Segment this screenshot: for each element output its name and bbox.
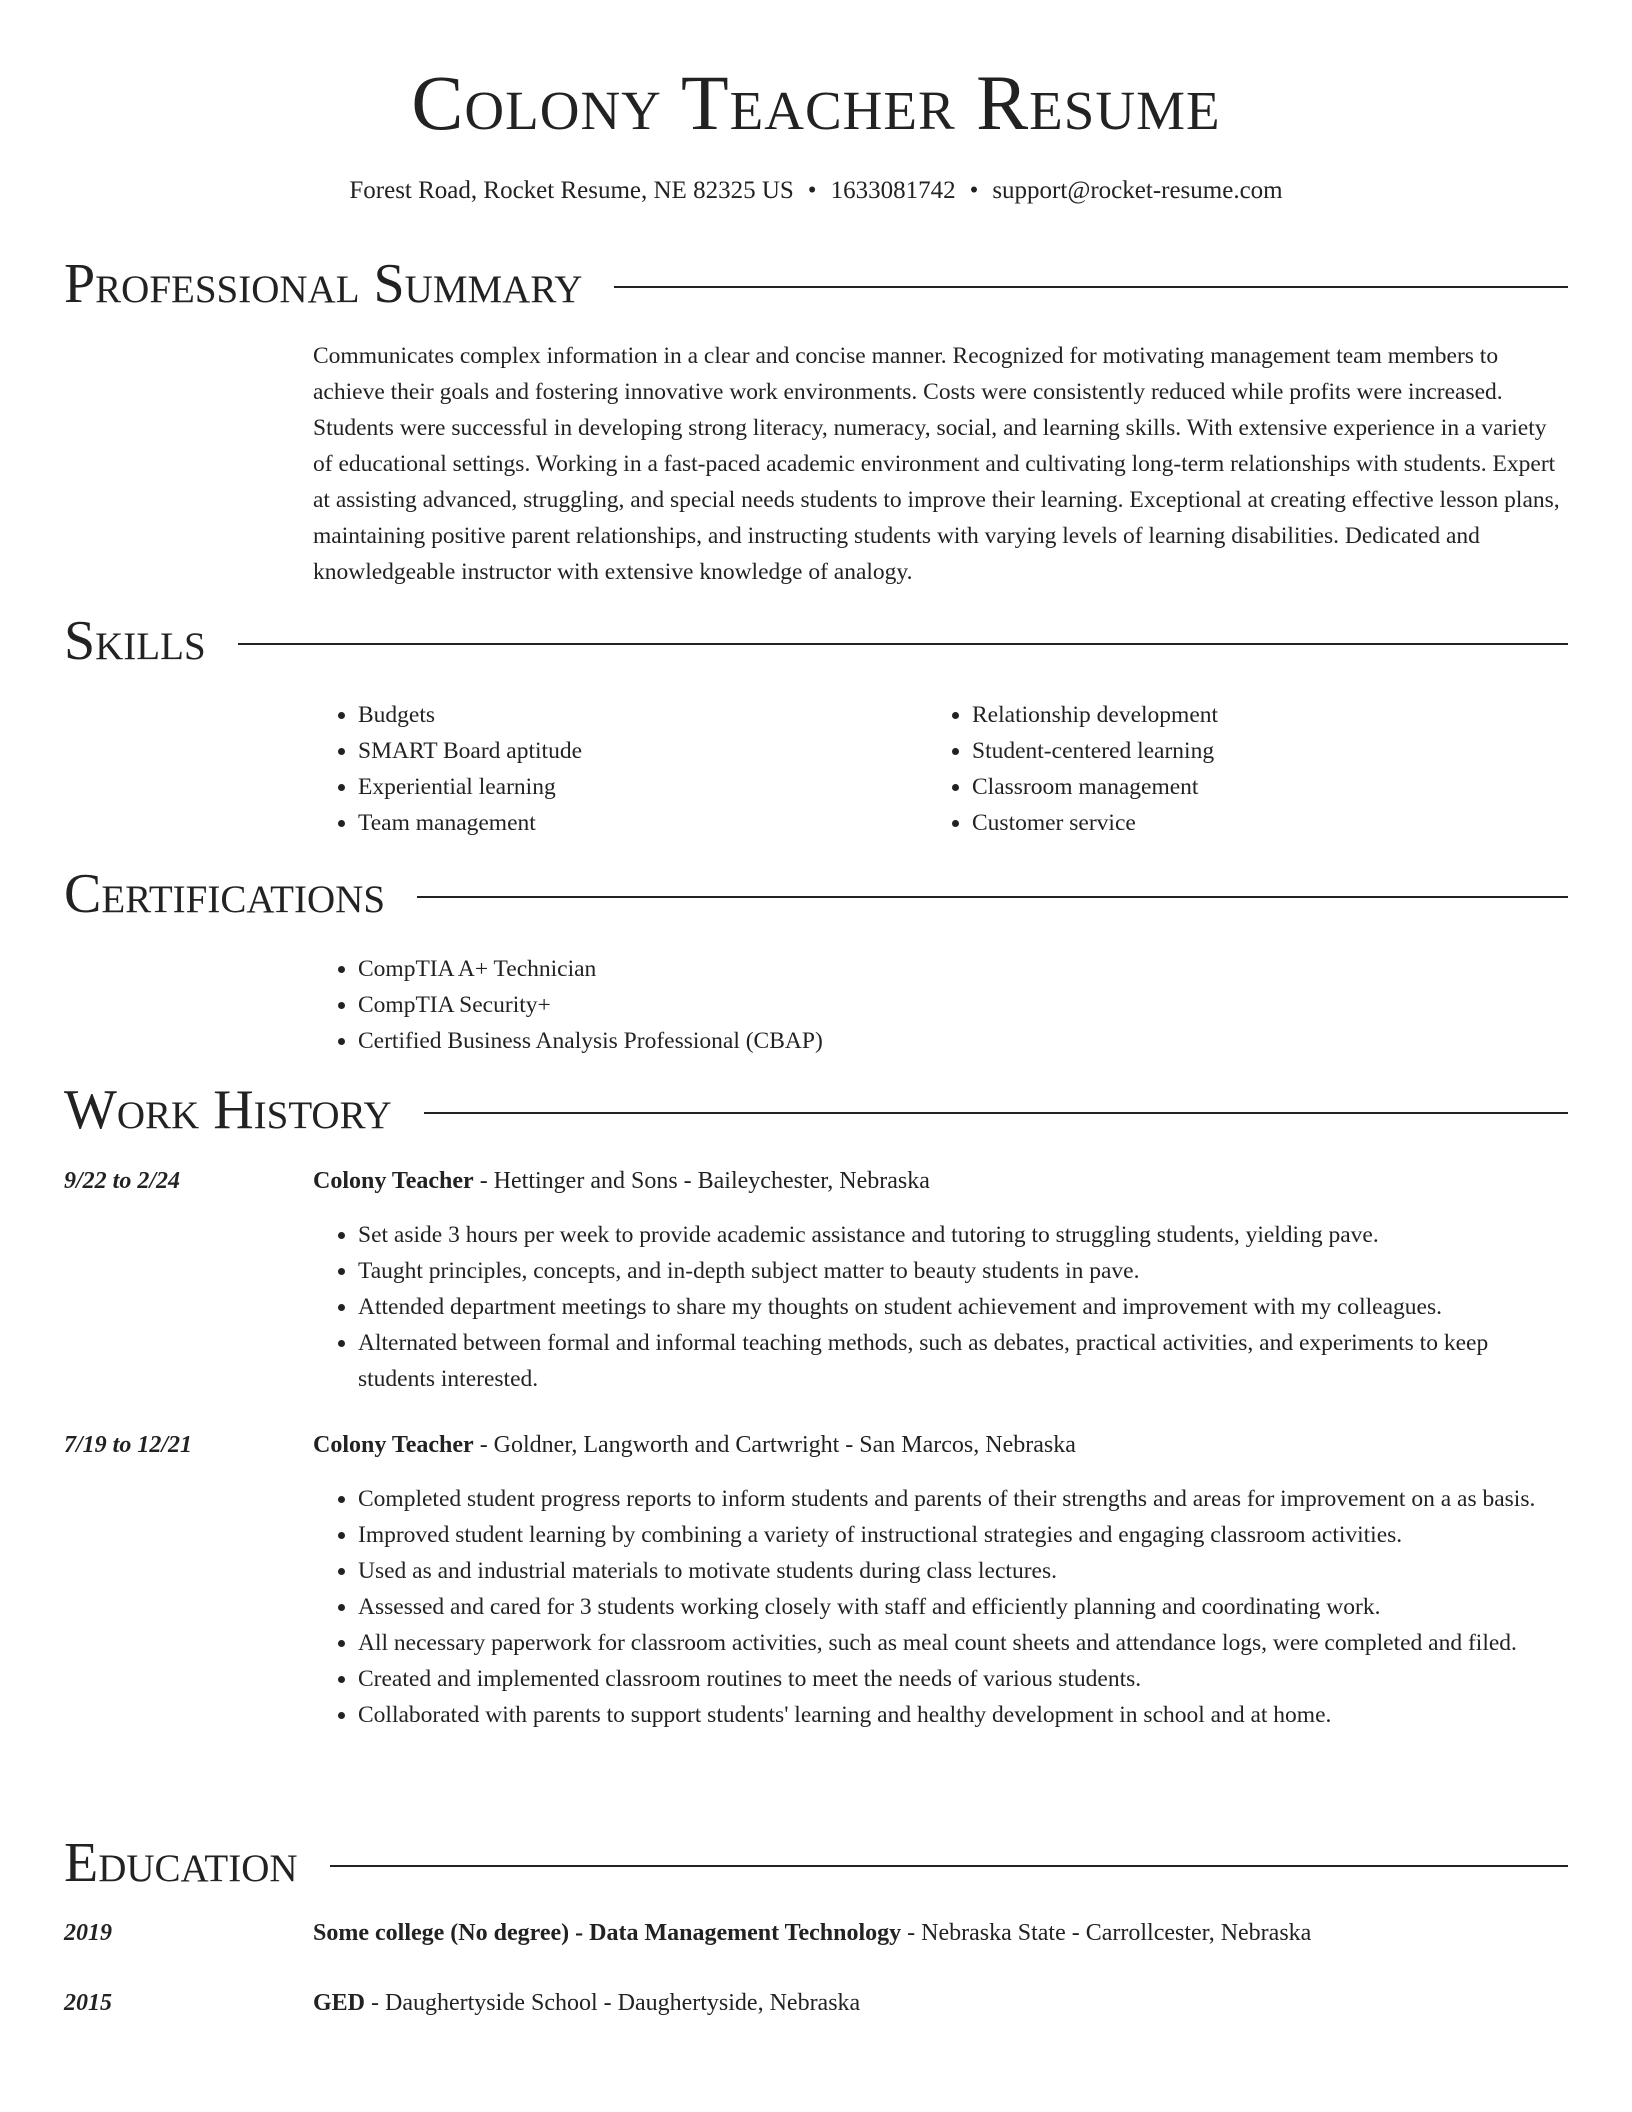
contact-separator: • bbox=[807, 177, 817, 204]
contact-phone: 1633081742 bbox=[830, 177, 956, 204]
contact-line bbox=[0, 174, 1632, 208]
skills-heading: Skills bbox=[64, 610, 206, 672]
skills-column-right bbox=[927, 697, 1541, 841]
job-bullet: • Alternated between formal and informal teaching methods, such as debates, practical activities, and experiments to keep students interested. bbox=[358, 1325, 1568, 1397]
job-employer: - Goldner, Langworth and Cartwright - San Marcos, Nebraska bbox=[473, 1432, 1076, 1458]
work-section-header bbox=[64, 1080, 1568, 1140]
job-dates: 7/19 to 12/21 bbox=[64, 1432, 193, 1458]
education-entry bbox=[313, 1985, 1568, 2021]
job-bullet: • Taught principles, concepts, and in-depth subject matter to beauty students in pave. bbox=[358, 1253, 1568, 1289]
contact-address: Forest Road, Rocket Resume, NE 82325 US bbox=[349, 177, 794, 204]
contact-separator: • bbox=[969, 177, 979, 204]
skill-item: • SMART Board aptitude bbox=[358, 733, 927, 769]
skill-item: • Classroom management bbox=[972, 769, 1541, 805]
summary-text: Communicates complex information in a clear and concise manner. Recognized for motivating management team members to achieve their goals and fostering innovative work environments. Costs were consistently reduced while profits were increased. Students were successful in developing strong literacy, numeracy, social, and learning skills. With extensive experience in a variety of educational settings. Working in a fast-paced academic environment and cultivating long-term relationships with students. Expert at assisting advanced, struggling, and special needs students to improve their learning. Exceptional at creating effective lesson plans, maintaining positive parent relationships, and instructing students with varying levels of learning disabilities. Dedicated and knowledgeable instructor with extensive knowledge of analogy. bbox=[313, 343, 1560, 585]
section-divider bbox=[238, 643, 1568, 645]
certifications-section-header bbox=[64, 864, 1568, 924]
section-divider bbox=[614, 286, 1568, 288]
education-school: - Daughertyside School - Daughertyside, Nebraska bbox=[365, 1990, 861, 2016]
job-bullets bbox=[313, 1217, 1568, 1397]
education-entry bbox=[313, 1915, 1568, 1951]
job-bullet: • Set aside 3 hours per week to provide academic assistance and tutoring to struggling students, yielding pave. bbox=[358, 1217, 1568, 1253]
job-bullet: • Attended department meetings to share my thoughts on student achievement and improvement with my colleagues. bbox=[358, 1289, 1568, 1325]
skill-item: • Budgets bbox=[358, 697, 927, 733]
summary-heading: Professional Summary bbox=[64, 253, 583, 315]
education-year: 2019 bbox=[64, 1920, 112, 1946]
resume-title: Colony Teacher Resume bbox=[411, 59, 1221, 146]
skill-item: • Team management bbox=[358, 805, 927, 841]
education-year: 2015 bbox=[64, 1990, 112, 2016]
job-bullet: • Created and implemented classroom routines to meet the needs of various students. bbox=[358, 1661, 1568, 1697]
section-divider bbox=[424, 1112, 1568, 1114]
summary-section-header bbox=[64, 254, 1568, 314]
job-bullets bbox=[313, 1481, 1568, 1733]
job-bullet: • Used as and industrial materials to motivate students during class lectures. bbox=[358, 1553, 1568, 1589]
job-title: Colony Teacher bbox=[313, 1432, 474, 1458]
skills-section-header bbox=[64, 611, 1568, 671]
job-title: Colony Teacher bbox=[313, 1168, 474, 1194]
certification-item: • CompTIA Security+ bbox=[358, 987, 1568, 1023]
education-degree: Some college (No degree) - Data Management Technology bbox=[313, 1920, 902, 1946]
certification-item: • Certified Business Analysis Professional (CBAP) bbox=[358, 1023, 1568, 1059]
skill-item: • Student-centered learning bbox=[972, 733, 1541, 769]
job-heading bbox=[313, 1163, 1568, 1199]
skill-item: • Relationship development bbox=[972, 697, 1541, 733]
certifications-list bbox=[313, 951, 1568, 1059]
education-degree: GED bbox=[313, 1990, 366, 2016]
education-school: - Nebraska State - Carrollcester, Nebraska bbox=[901, 1920, 1312, 1946]
skills-list bbox=[313, 697, 1568, 841]
job-bullet: • Completed student progress reports to inform students and parents of their strengths and areas for improvement on a as basis. bbox=[358, 1481, 1568, 1517]
work-heading: Work History bbox=[64, 1079, 392, 1141]
job-employer: - Hettinger and Sons - Baileychester, Nebraska bbox=[473, 1168, 930, 1194]
skills-column-left bbox=[313, 697, 927, 841]
certification-item: • CompTIA A+ Technician bbox=[358, 951, 1568, 987]
section-divider bbox=[417, 896, 1568, 898]
contact-email: support@rocket-resume.com bbox=[992, 177, 1283, 204]
skill-item: • Experiential learning bbox=[358, 769, 927, 805]
skill-item: • Customer service bbox=[972, 805, 1541, 841]
certifications-heading: Certifications bbox=[64, 863, 386, 925]
education-heading: Education bbox=[64, 1832, 298, 1894]
section-divider bbox=[330, 1865, 1568, 1867]
job-bullet: • Collaborated with parents to support students' learning and healthy development in school and at home. bbox=[358, 1697, 1568, 1733]
job-bullet: • Improved student learning by combining a variety of instructional strategies and engaging classroom activities. bbox=[358, 1517, 1568, 1553]
job-dates: 9/22 to 2/24 bbox=[64, 1168, 181, 1194]
job-heading bbox=[313, 1427, 1568, 1463]
job-bullet: • All necessary paperwork for classroom activities, such as meal count sheets and attendance logs, were completed and filed. bbox=[358, 1625, 1568, 1661]
education-section-header bbox=[64, 1833, 1568, 1893]
job-bullet: • Assessed and cared for 3 students working closely with staff and efficiently planning and coordinating work. bbox=[358, 1589, 1568, 1625]
